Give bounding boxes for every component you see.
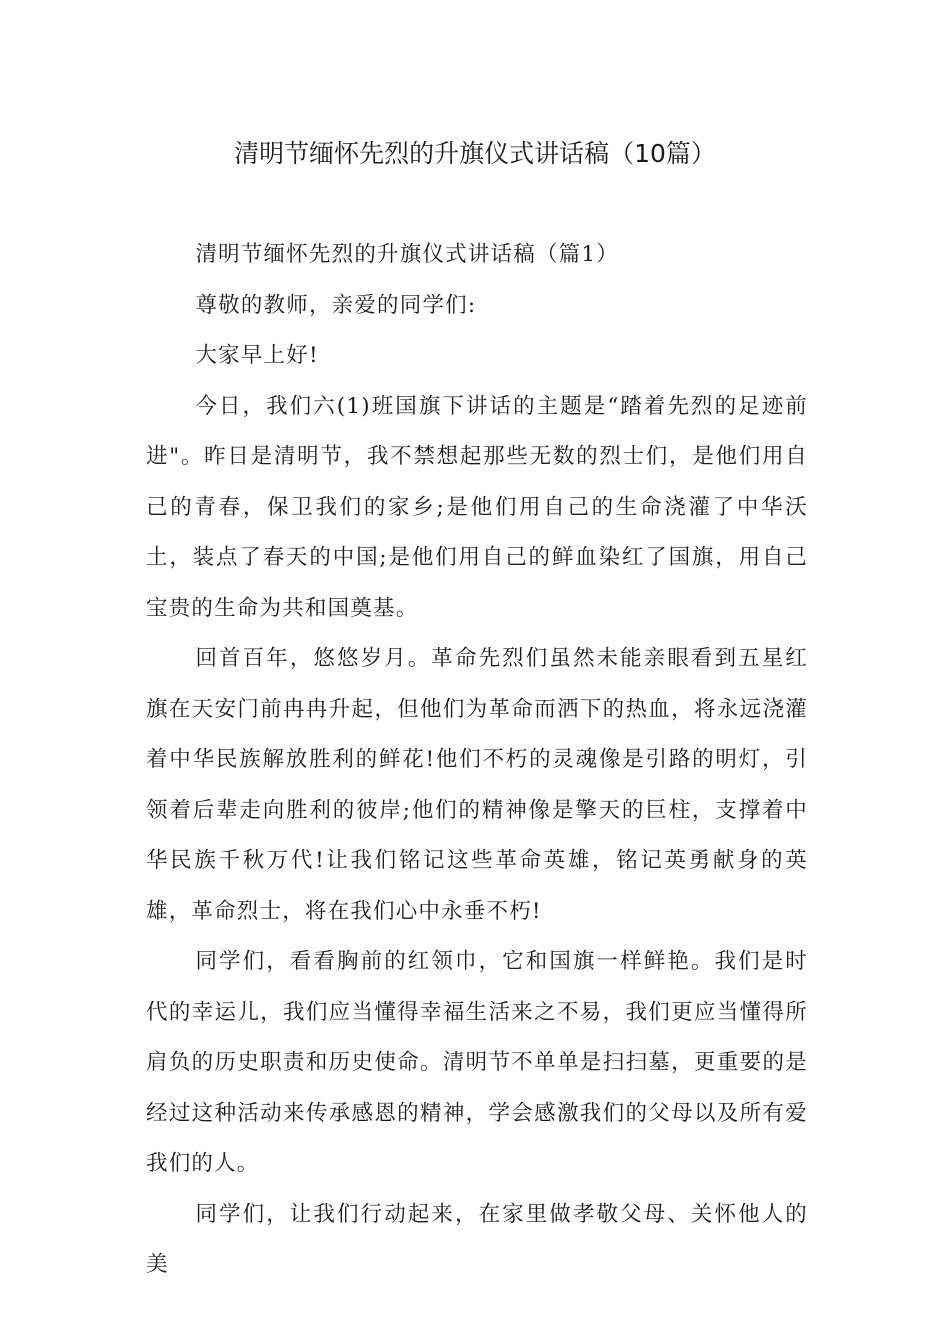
paragraph: 今日，我们六(1)班国旗下讲话的主题是“踏着先烈的足迹前进"。昨日是清明节，我不禁想起那些无数的烈士们，是他们用自己的青春，保卫我们的家乡;是他们用自己的生命浇灌了中华沃土，装点了春天的中国;是他们用自己的鲜血染红了国旗，用自己宝贵的生命为共和国奠基。 — [146, 393, 808, 621]
paragraph: 回首百年，悠悠岁月。革命先烈们虽然未能亲眼看到五星红旗在天安门前冉冉升起，但他们为革命而洒下的热血，将永远浇灌着中华民族解放胜利的鲜花!他们不朽的灵魂像是引路的明灯，引领着后辈走向胜利的彼岸;他们的精神像是擎天的巨柱，支撑着中华民族千秋万代!让我们铭记这些革命英雄，铭记英勇献身的英雄，革命烈士，将在我们心中永垂不朽! — [146, 646, 808, 924]
document-title: 清明节缅怀先烈的升旗仪式讲话稿（10篇） — [234, 139, 716, 168]
greeting: 大家早上好! — [195, 343, 319, 368]
paragraph: 同学们，让我们行动起来，在家里做孝敬父母、关怀他人的美 — [146, 1201, 808, 1277]
document-body — [146, 230, 808, 1291]
section-heading: 清明节缅怀先烈的升旗仪式讲话稿（篇1） — [195, 242, 619, 267]
paragraph: 同学们，看看胸前的红领巾，它和国旗一样鲜艳。我们是时代的幸运儿，我们应当懂得幸福生活来之不易，我们更应当懂得所肩负的历史职责和历史使命。清明节不单单是扫扫墓，更重要的是经过这种活动来传承感恩的精神，学会感激我们的父母以及所有爱我们的人。 — [146, 949, 808, 1176]
salutation: 尊敬的教师，亲爱的同学们: — [195, 292, 477, 318]
